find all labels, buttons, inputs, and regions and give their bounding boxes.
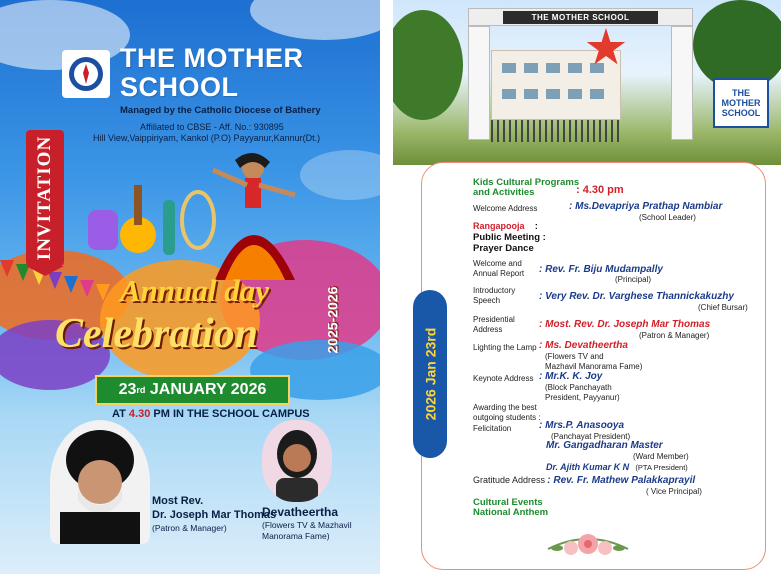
gate-pillar bbox=[671, 26, 693, 140]
felicitation-name-1 bbox=[539, 421, 624, 431]
date-pill-label: 2026 Jan 23rd bbox=[422, 327, 438, 421]
gratitude-role: ( Vice Principal) bbox=[646, 487, 702, 496]
flower-decoration-icon bbox=[543, 524, 633, 564]
intro-role: (Chief Bursar) bbox=[698, 303, 748, 312]
time-suffix: PM IN THE SCHOOL CAMPUS bbox=[150, 408, 310, 420]
date-rest: JANUARY 2026 bbox=[145, 381, 267, 398]
presidential-label bbox=[473, 315, 515, 334]
award-line1: Awarding the best bbox=[473, 403, 537, 412]
fel3-name-text: Dr. Ajith Kumar K N bbox=[546, 462, 630, 472]
side-board-line1: THE MOTHER bbox=[721, 88, 761, 108]
award-line2: outgoing students : bbox=[473, 412, 541, 422]
intro-label-line1: Introductory bbox=[473, 286, 516, 295]
guest1-photo bbox=[50, 420, 150, 544]
felicitation-name-2 bbox=[546, 441, 663, 451]
title-annual-day: Annual day bbox=[120, 273, 270, 308]
gate-sign: THE MOTHER SCHOOL bbox=[503, 11, 658, 24]
guest2-name: Devatheertha bbox=[262, 505, 339, 519]
guest1-name-line1: Most Rev. bbox=[152, 495, 204, 507]
cultural-events-label: Cultural Events bbox=[473, 497, 543, 508]
guest1-role: (Patron & Manager) bbox=[152, 523, 227, 533]
report-role: (Principal) bbox=[615, 275, 652, 284]
title-celebration: Celebration bbox=[55, 311, 259, 357]
fel1-name-text: : Mrs.P. Anasooya bbox=[539, 420, 625, 431]
tree bbox=[693, 0, 781, 90]
invitation-tag-point bbox=[26, 266, 64, 276]
prayer-dance-label: Prayer Dance bbox=[473, 243, 534, 254]
dancer-illustration bbox=[195, 150, 305, 290]
report-name bbox=[539, 265, 663, 275]
bishop-portrait-icon bbox=[50, 420, 150, 544]
public-meeting-label: Public Meeting : bbox=[473, 232, 546, 243]
report-name-text: : Rev. Fr. Biju Mudampally bbox=[539, 264, 663, 275]
pres-label-line2: Address bbox=[473, 324, 503, 334]
keynote-name bbox=[539, 372, 602, 382]
lamp-role bbox=[545, 352, 642, 371]
rangapooja-colon: : bbox=[534, 221, 538, 232]
welcome-label: Welcome Address bbox=[473, 204, 538, 213]
felicitation-role-2: (Ward Member) bbox=[633, 452, 689, 461]
lamp-name-text: : Ms. Devatheertha bbox=[539, 340, 628, 351]
welcome-name bbox=[569, 202, 722, 212]
rangapooja-label: Rangapooja bbox=[473, 221, 525, 231]
time-value: 4.30 bbox=[128, 408, 151, 420]
guest-portrait-icon bbox=[262, 420, 332, 502]
school-name-line1: THE MOTHER bbox=[120, 43, 304, 73]
award-label bbox=[473, 403, 541, 422]
event-time-venue bbox=[112, 408, 310, 420]
gate-pillar bbox=[468, 26, 490, 140]
intro-name-text: : Very Rev. Dr. Varghese Thannickakuzhy bbox=[539, 291, 734, 302]
kids-cultural-heading bbox=[473, 178, 579, 198]
guest2-photo bbox=[262, 420, 332, 502]
school-logo bbox=[62, 50, 110, 98]
tree bbox=[393, 10, 463, 120]
kids-time-value: : 4.30 pm bbox=[576, 184, 624, 196]
date-day: 23 bbox=[118, 381, 137, 398]
cultural-events bbox=[473, 498, 548, 518]
lamp-role-line2: Mazhavil Manorama Fame) bbox=[545, 361, 643, 371]
school-name bbox=[120, 44, 320, 102]
academic-year-label: 2025-2026 bbox=[324, 286, 341, 354]
felicitation-name-3 bbox=[546, 463, 688, 473]
keynote-name-text: : Mr.K. K. Joy bbox=[539, 371, 603, 382]
guest1-name bbox=[152, 494, 276, 522]
welcome-role: (School Leader) bbox=[639, 213, 696, 222]
managed-by: Managed by the Catholic Diocese of Bathery bbox=[120, 105, 321, 116]
report-label bbox=[473, 259, 524, 278]
kids-cultural-line1: Kids Cultural Programs bbox=[473, 177, 580, 188]
date-suffix: rd bbox=[136, 385, 146, 395]
guest1-name-line2: Dr. Joseph Mar Thomas bbox=[152, 509, 277, 521]
presidential-name bbox=[539, 320, 710, 330]
rangapooja bbox=[473, 222, 538, 232]
lamp-role-line1: (Flowers TV and bbox=[545, 352, 604, 361]
felicitation-label: Felicitation bbox=[473, 424, 512, 433]
cloud-decoration bbox=[300, 150, 380, 200]
prayer-dance bbox=[473, 244, 534, 254]
fel3-role-text: (PTA President) bbox=[635, 463, 688, 472]
guest2-role: (Flowers TV & Mazhavil Manorama Fame) bbox=[262, 520, 352, 541]
school-address: Hill View,Vaippiriyam, Kankol (P.O) Payyanur,Kannur(Dt.) bbox=[93, 133, 321, 143]
keynote-role-line2: President, Payyanur) bbox=[545, 392, 620, 402]
academic-year bbox=[312, 286, 352, 354]
gratitude-label: Gratitude Address bbox=[473, 475, 546, 485]
public-meeting bbox=[473, 233, 546, 243]
invitation-poster bbox=[0, 0, 380, 574]
invitation-tag bbox=[26, 130, 64, 266]
pres-label-line1: Presidential bbox=[473, 315, 515, 324]
gratitude bbox=[473, 476, 695, 486]
invitation-tag-label: INVITATION bbox=[34, 135, 55, 261]
gratitude-name-text: : Rev. Fr. Mathew Palakkaprayil bbox=[547, 475, 696, 486]
felicitation-role-1: (Panchayat President) bbox=[551, 432, 631, 441]
affiliation: Affiliated to CBSE - Aff. No.: 930895 bbox=[140, 122, 284, 132]
keynote-label: Keynote Address bbox=[473, 374, 534, 383]
keynote-role-line1: (Block Panchayath bbox=[545, 383, 612, 392]
intro-label-line2: Speech bbox=[473, 295, 501, 305]
national-anthem-label: National Anthem bbox=[473, 507, 549, 518]
pres-name-text: : Most. Rev. Dr. Joseph Mar Thomas bbox=[539, 319, 711, 330]
lamp-name bbox=[539, 341, 628, 351]
school-crest-icon bbox=[67, 55, 105, 93]
side-board-line2: SCHOOL bbox=[721, 108, 761, 118]
report-label-line1: Welcome and bbox=[473, 259, 522, 268]
school-name-line2: SCHOOL bbox=[120, 72, 239, 102]
lamp-label: Lighting the Lamp bbox=[473, 343, 537, 352]
program-schedule-panel bbox=[393, 0, 781, 574]
fel2-name-text: Mr. Gangadharan Master bbox=[546, 440, 663, 451]
intro-label bbox=[473, 286, 515, 305]
date-pill bbox=[413, 290, 447, 458]
cloud-decoration bbox=[250, 0, 380, 40]
welcome-name-text: : Ms.Devapriya Prathap Nambiar bbox=[569, 201, 723, 212]
time-prefix: AT bbox=[112, 408, 129, 420]
keynote-role bbox=[545, 383, 620, 402]
report-label-line2: Annual Report bbox=[473, 268, 525, 278]
event-date-banner bbox=[95, 375, 290, 405]
kids-time bbox=[576, 186, 624, 196]
gate-bars bbox=[491, 120, 621, 142]
intro-name bbox=[539, 292, 734, 302]
presidential-role: (Patron & Manager) bbox=[639, 331, 710, 340]
school-gate-photo bbox=[393, 0, 781, 165]
kids-cultural-line2: and Activities bbox=[473, 187, 535, 198]
school-side-board bbox=[713, 78, 769, 128]
